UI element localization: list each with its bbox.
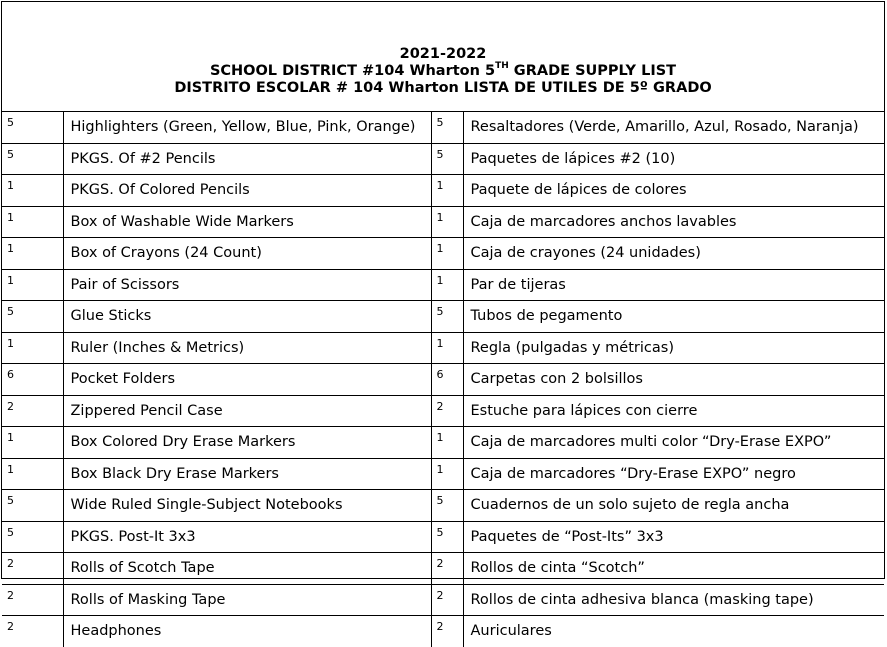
- quantity-spanish: 5: [431, 112, 463, 143]
- table-row: [2, 301, 884, 333]
- item-english: Rolls of Scotch Tape: [63, 553, 431, 585]
- item-spanish: Carpetas con 2 bolsillos: [463, 364, 884, 396]
- table-row: [2, 269, 884, 301]
- title-english-suffix: GRADE SUPPLY LIST: [508, 63, 677, 79]
- item-english: Box of Washable Wide Markers: [63, 206, 431, 238]
- document-header: [2, 2, 884, 112]
- table-row: [2, 143, 884, 175]
- quantity-english: 1: [2, 269, 63, 301]
- quantity-spanish: 1: [431, 458, 463, 490]
- quantity-spanish: 5: [431, 143, 463, 175]
- table-row: [2, 332, 884, 364]
- quantity-english: 1: [2, 175, 63, 207]
- table-row: [2, 206, 884, 238]
- item-english: Box of Crayons (24 Count): [63, 238, 431, 270]
- item-english: Pair of Scissors: [63, 269, 431, 301]
- quantity-spanish: 2: [431, 616, 463, 647]
- item-spanish: Auriculares: [463, 616, 884, 647]
- item-english: PKGS. Post-It 3x3: [63, 521, 431, 553]
- quantity-spanish: 1: [431, 427, 463, 459]
- table-row: [2, 490, 884, 522]
- quantity-english: 1: [2, 332, 63, 364]
- school-year: 2021-2022: [399, 46, 487, 62]
- quantity-english: 1: [2, 458, 63, 490]
- supply-table: [2, 112, 884, 647]
- quantity-spanish: 1: [431, 332, 463, 364]
- title-english: [210, 63, 676, 80]
- quantity-english: 2: [2, 553, 63, 585]
- title-english-main: SCHOOL DISTRICT #104 Wharton 5: [209, 63, 496, 79]
- item-spanish: Rollos de cinta adhesiva blanca (masking tape): [463, 584, 884, 616]
- item-english: PKGS. Of Colored Pencils: [63, 175, 431, 207]
- table-row: [2, 175, 884, 207]
- item-english: Headphones: [63, 616, 431, 647]
- item-spanish: Paquete de lápices de colores: [463, 175, 884, 207]
- quantity-spanish: 2: [431, 395, 463, 427]
- quantity-english: 2: [2, 584, 63, 616]
- table-row: [2, 112, 884, 143]
- quantity-spanish: 2: [431, 553, 463, 585]
- item-english: Zippered Pencil Case: [63, 395, 431, 427]
- title-spanish: DISTRITO ESCOLAR # 104 Wharton LISTA DE UTILES DE 5º GRADO: [174, 80, 712, 96]
- supply-table-body: [2, 112, 884, 647]
- item-english: Box Colored Dry Erase Markers: [63, 427, 431, 459]
- item-spanish: Caja de marcadores “Dry-Erase EXPO” negro: [463, 458, 884, 490]
- quantity-spanish: 1: [431, 269, 463, 301]
- quantity-english: 1: [2, 238, 63, 270]
- item-spanish: Cuadernos de un solo sujeto de regla ancha: [463, 490, 884, 522]
- quantity-english: 5: [2, 521, 63, 553]
- table-row: [2, 458, 884, 490]
- item-english: Wide Ruled Single-Subject Notebooks: [63, 490, 431, 522]
- supply-list-document: [1, 1, 885, 640]
- quantity-english: 5: [2, 301, 63, 333]
- quantity-spanish: 1: [431, 206, 463, 238]
- item-spanish: Rollos de cinta “Scotch”: [463, 553, 884, 585]
- table-row: [2, 616, 884, 647]
- table-row: [2, 427, 884, 459]
- quantity-english: 6: [2, 364, 63, 396]
- quantity-spanish: 5: [431, 521, 463, 553]
- quantity-spanish: 5: [431, 490, 463, 522]
- item-spanish: Caja de crayones (24 unidades): [463, 238, 884, 270]
- item-spanish: Paquetes de “Post-Its” 3x3: [463, 521, 884, 553]
- table-row: [2, 238, 884, 270]
- item-english: Rolls of Masking Tape: [63, 584, 431, 616]
- title-english-superscript: TH: [495, 61, 509, 72]
- item-spanish: Regla (pulgadas y métricas): [463, 332, 884, 364]
- quantity-english: 2: [2, 616, 63, 647]
- item-english: Ruler (Inches & Metrics): [63, 332, 431, 364]
- quantity-english: 1: [2, 427, 63, 459]
- quantity-english: 5: [2, 143, 63, 175]
- item-spanish: Par de tijeras: [463, 269, 884, 301]
- quantity-spanish: 2: [431, 584, 463, 616]
- table-row: [2, 364, 884, 396]
- quantity-english: 5: [2, 112, 63, 143]
- quantity-spanish: 5: [431, 301, 463, 333]
- item-spanish: Resaltadores (Verde, Amarillo, Azul, Rosado, Naranja): [463, 112, 884, 143]
- quantity-english: 1: [2, 206, 63, 238]
- item-spanish: Tubos de pegamento: [463, 301, 884, 333]
- item-spanish: Caja de marcadores anchos lavables: [463, 206, 884, 238]
- item-english: Pocket Folders: [63, 364, 431, 396]
- item-spanish: Paquetes de lápices #2 (10): [463, 143, 884, 175]
- quantity-spanish: 6: [431, 364, 463, 396]
- table-row: [2, 584, 884, 616]
- quantity-english: 2: [2, 395, 63, 427]
- table-row: [2, 395, 884, 427]
- quantity-english: 5: [2, 490, 63, 522]
- quantity-spanish: 1: [431, 175, 463, 207]
- item-spanish: Estuche para lápices con cierre: [463, 395, 884, 427]
- item-english: Box Black Dry Erase Markers: [63, 458, 431, 490]
- quantity-spanish: 1: [431, 238, 463, 270]
- table-row: [2, 521, 884, 553]
- item-english: Glue Sticks: [63, 301, 431, 333]
- item-english: Highlighters (Green, Yellow, Blue, Pink, Orange): [63, 112, 431, 143]
- item-spanish: Caja de marcadores multi color “Dry-Erase EXPO”: [463, 427, 884, 459]
- item-english: PKGS. Of #2 Pencils: [63, 143, 431, 175]
- table-row: [2, 553, 884, 585]
